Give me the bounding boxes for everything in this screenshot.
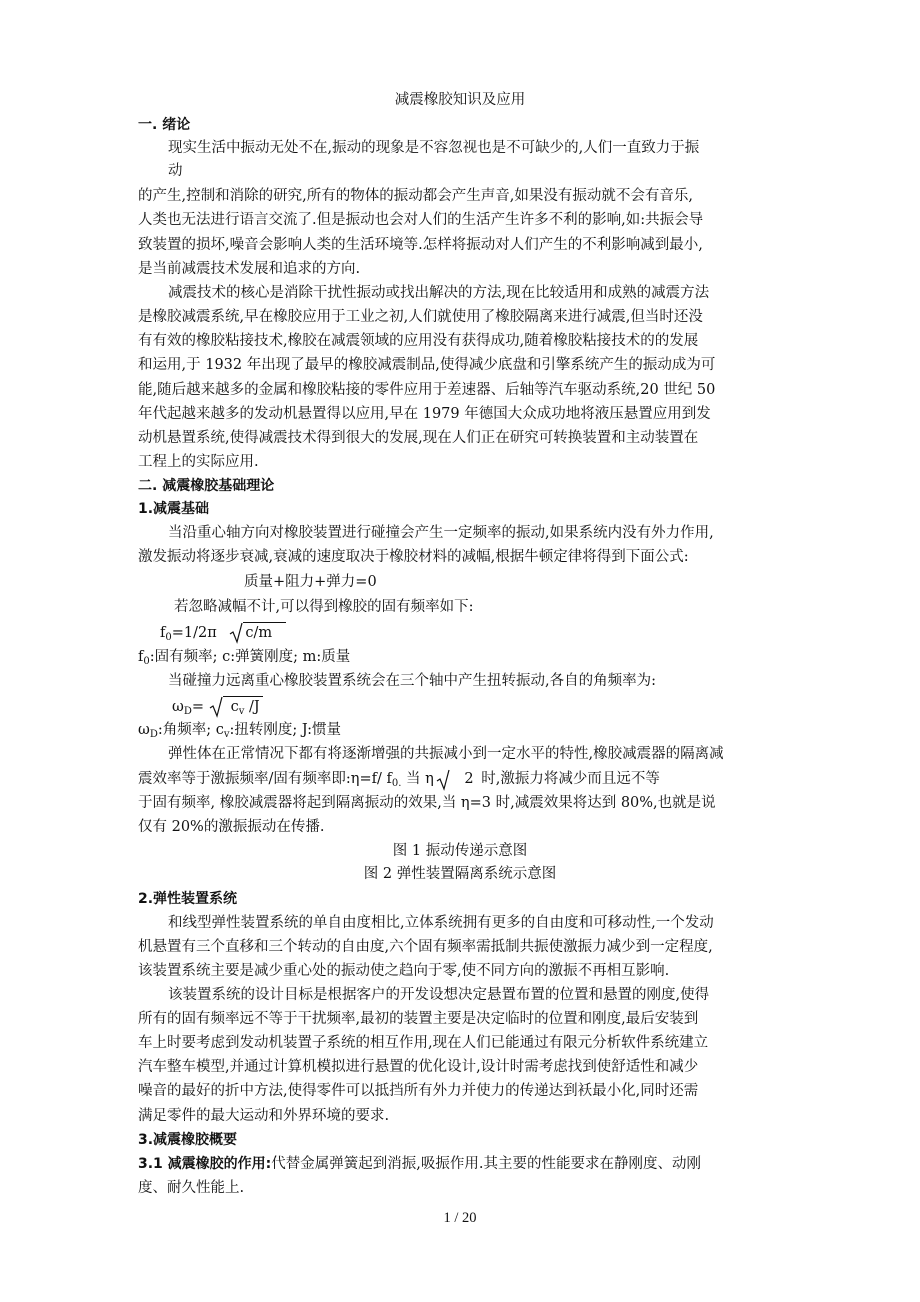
paragraph-line: 年代起越来越多的发动机悬置得以应用,早在 1979 年德国大众成功地将液压悬置应用到发	[138, 406, 711, 422]
paragraph-line: 所有的固有频率远不等于干扰频率,最初的装置主要是决定临时的位置和刚度,最后安装到	[138, 1011, 699, 1027]
formula-balance: 质量+阻力+弹力=0	[244, 574, 377, 590]
paragraph-line: 工程上的实际应用.	[138, 454, 259, 470]
subheading-elastic-system: 2.弹性装置系统	[138, 891, 238, 907]
sqrt-symbol: $c_v$ /J	[209, 696, 263, 717]
paragraph-line-function: 3.1 减震橡胶的作用:代替金属弹簧起到消振,吸振作用.其主要的性能要求在静刚度、动刚	[138, 1156, 701, 1172]
paragraph-line: 汽车整车模型,并通过计算机模拟进行悬置的优化设计,设计时需考虑找到使舒适性和减少	[138, 1059, 699, 1075]
paragraph-line: 当碰撞力远离重心橡胶装置系统会在三个轴中产生扭转振动,各自的角频率为:	[168, 673, 656, 689]
paragraph-line: 度、耐久性能上.	[138, 1180, 245, 1196]
paragraph-line: 仅有 20%的激振振动在传播.	[138, 819, 325, 835]
sqrt-symbol: 2	[436, 769, 476, 789]
paragraph-line-efficiency: 震效率等于激振频率/固有频率即:η=f/ $f_{0.}$ 当 η 2 时,激振力将减少而且远不等	[138, 771, 660, 789]
paragraph-line: 动	[168, 163, 183, 179]
paragraph-line: 是橡胶减震系统,早在橡胶应用于工业之初,人们就使用了橡胶隔离来进行减震,但当时还没	[138, 309, 703, 325]
paragraph-line: 于固有频率, 橡胶减震器将起到隔离振动的效果,当 η=3 时,减震效果将达到 80%,也就是说	[138, 795, 716, 811]
paragraph-line: 满足零件的最大运动和外界环境的要求.	[138, 1108, 390, 1124]
formula-natural-frequency: $f_0=1/2\pi$ c/m	[160, 622, 286, 643]
paragraph-line: 致装置的损坏,噪音会影响人类的生活环境等.怎样将振动对人们产生的不利影响减到最小,	[138, 237, 703, 253]
subheading-basics: 1.减震基础	[138, 501, 210, 517]
paragraph-line: 若忽略减幅不计,可以得到橡胶的固有频率如下:	[174, 599, 474, 615]
paragraph-line: 有有效的橡胶粘接技术,橡胶在减震领域的应用没有获得成功,随着橡胶粘接技术的的发展	[138, 333, 699, 349]
heading-theory: 二. 减震橡胶基础理论	[138, 478, 275, 494]
paragraph-line: 该装置系统的设计目标是根据客户的开发设想决定悬置布置的位置和悬置的刚度,使得	[168, 987, 710, 1003]
paragraph-line: 和运用,于 1932 年出现了最早的橡胶减震制品,使得减少底盘和引擎系统产生的振动成为可	[138, 357, 716, 373]
paragraph-line: 该装置系统主要是减少重心处的振动使之趋向于零,使不同方向的激振不再相互影响.	[138, 963, 670, 979]
paragraph-line: 当沿重心轴方向对橡胶装置进行碰撞会产生一定频率的振动,如果系统内没有外力作用,	[168, 525, 714, 541]
formula-angular-frequency: $\omega_D=$ $c_v$ /J	[172, 696, 263, 717]
paragraph-line: 减震技术的核心是消除干扰性振动或找出解决的方法,现在比较适用和成熟的减震方法	[168, 285, 710, 301]
sqrt-symbol: c/m	[229, 622, 286, 643]
paragraph-line: 能,随后越来越多的金属和橡胶粘接的零件应用于差速器、后轴等汽车驱动系统,20 世纪 50	[138, 382, 716, 398]
paragraph-line: 是当前减震技术发展和追求的方向.	[138, 261, 361, 277]
paragraph-line: 车上时要考虑到发动机装置子系统的相互作用,现在人们已能通过有限元分析软件系统建立	[138, 1035, 709, 1051]
paragraph-line: 激发振动将逐步衰减,衰减的速度取决于橡胶材料的减幅,根据牛顿定律将得到下面公式:	[138, 549, 689, 565]
paragraph-line: 动机悬置系统,使得减震技术得到很大的发展,现在人们正在研究可转换装置和主动装置在	[138, 430, 699, 446]
doc-title: 减震橡胶知识及应用	[394, 92, 526, 108]
heading-introduction: 一. 绪论	[138, 117, 191, 133]
paragraph-line: 机悬置有三个直移和三个转动的自由度,六个固有频率需抵制共振使激振力减少到一定程度,	[138, 939, 713, 955]
paragraph-line: 人类也无法进行语言交流了.但是振动也会对人们的生活产生许多不利的影响,如:共振会导	[138, 212, 704, 228]
paragraph-line: 的产生,控制和消除的研究,所有的物体的振动都会产生声音,如果没有振动就不会有音乐,	[138, 188, 693, 204]
definition-angular-frequency: $\omega_D$:角频率; $c_v$:扭转刚度; J:惯量	[138, 722, 342, 740]
paragraph-line: 和线型弹性装置系统的单自由度相比,立体系统拥有更多的自由度和可移动性,一个发动	[168, 915, 714, 931]
page-number: 1 / 20	[443, 1210, 477, 1226]
figure-caption-2: 图 2 弹性装置隔离系统示意图	[363, 866, 557, 882]
subheading-overview: 3.减震橡胶概要	[138, 1132, 238, 1148]
paragraph-line: 噪音的最好的折中方法,使得零件可以抵挡所有外力并使力的传递达到袄最小化,同时还需	[138, 1083, 699, 1099]
figure-caption-1: 图 1 振动传递示意图	[392, 843, 528, 859]
paragraph-line: 现实生活中振动无处不在,振动的现象是不容忽视也是不可缺少的,人们一直致力于振	[168, 140, 700, 156]
paragraph-line: 弹性体在正常情况下都有将逐渐增强的共振减小到一定水平的特性,橡胶减震器的隔离减	[168, 746, 724, 762]
definition-natural-frequency: $f_0$:固有频率; c:弹簧刚度; m:质量	[138, 649, 351, 667]
